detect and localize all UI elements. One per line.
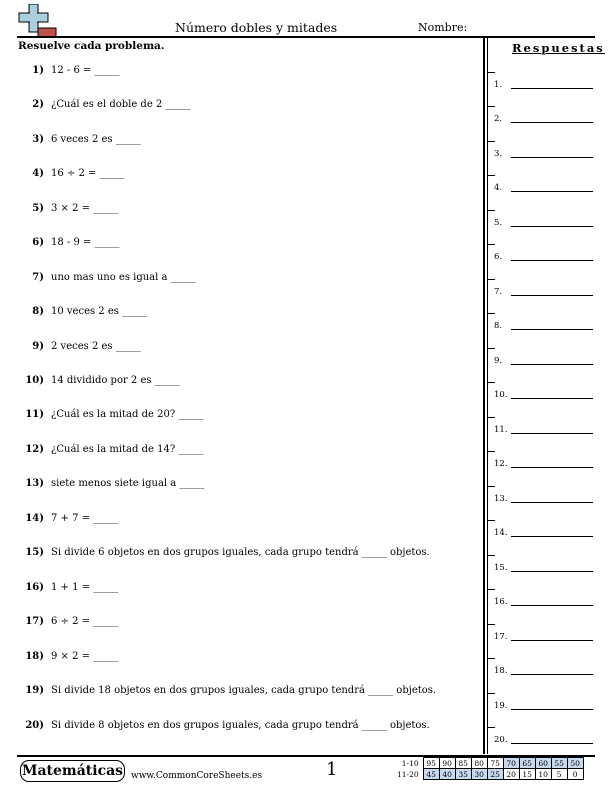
answer-label: 11. <box>494 425 508 435</box>
header-divider <box>17 36 595 38</box>
problem-text: 3 × 2 = _____ <box>51 203 119 214</box>
margin-tick <box>487 693 495 694</box>
answer-slot[interactable] <box>494 597 594 607</box>
score-row <box>395 769 583 780</box>
problem-number: 6) <box>32 237 44 248</box>
score-cell: 35 <box>455 769 471 780</box>
problem-text: Si divide 18 objetos en dos grupos iguales, cada grupo tendrá _____ objetos. <box>51 685 437 696</box>
answer-label: 2. <box>494 114 503 124</box>
answer-slot[interactable] <box>494 528 594 538</box>
score-cell: 75 <box>487 758 503 769</box>
answer-slot[interactable] <box>494 356 594 366</box>
margin-tick <box>487 175 495 176</box>
problem-text: 12 - 6 = _____ <box>51 65 120 76</box>
instructions: Resuelve cada problema. <box>18 40 165 52</box>
problem-item <box>22 272 196 283</box>
margin-tick <box>487 451 495 452</box>
problem-item <box>22 306 147 317</box>
answer-slot[interactable] <box>494 287 594 297</box>
answer-line <box>511 467 593 468</box>
problem-number: 4) <box>32 168 44 179</box>
margin-tick <box>487 417 495 418</box>
problem-number: 18) <box>25 651 44 662</box>
problem-number: 17) <box>25 616 44 627</box>
name-label: Nombre: <box>418 21 468 34</box>
problem-number: 2) <box>32 99 44 110</box>
problem-text: 7 + 7 = _____ <box>51 513 119 524</box>
problem-text: 9 × 2 = _____ <box>51 651 119 662</box>
problem-text: Si divide 6 objetos en dos grupos iguales, cada grupo tendrá _____ objetos. <box>51 547 430 558</box>
problem-item <box>22 203 118 214</box>
column-divider-thin <box>487 38 488 754</box>
answer-line <box>511 502 593 503</box>
problem-item <box>22 582 118 593</box>
margin-tick <box>487 106 495 107</box>
answer-label: 14. <box>494 528 508 538</box>
problem-text: 14 dividido por 2 es _____ <box>51 375 180 386</box>
margin-tick <box>487 624 495 625</box>
problem-item <box>22 651 118 662</box>
score-cell: 45 <box>423 769 439 780</box>
score-table <box>395 757 584 780</box>
answer-slot[interactable] <box>494 494 594 504</box>
answer-slot[interactable] <box>494 252 594 262</box>
answer-slot[interactable] <box>494 149 594 159</box>
answer-line <box>511 191 593 192</box>
answer-label: 20. <box>494 735 508 745</box>
answer-slot[interactable] <box>494 632 594 642</box>
answer-line <box>511 536 593 537</box>
margin-tick <box>487 348 495 349</box>
answer-line <box>511 709 593 710</box>
problem-number: 11) <box>25 409 44 420</box>
answer-label: 18. <box>494 666 508 676</box>
problem-number: 1) <box>32 65 44 76</box>
answer-slot[interactable] <box>494 425 594 435</box>
score-range-label: 11-20 <box>397 769 419 779</box>
answer-label: 16. <box>494 597 508 607</box>
answer-label: 3. <box>494 149 503 159</box>
score-cell: 20 <box>503 769 519 780</box>
answer-line <box>511 433 593 434</box>
problem-number: 15) <box>25 547 44 558</box>
answer-line <box>511 571 593 572</box>
answer-label: 12. <box>494 459 508 469</box>
answer-label: 8. <box>494 321 503 331</box>
margin-tick <box>487 244 495 245</box>
answer-label: 15. <box>494 563 508 573</box>
problem-number: 10) <box>25 375 44 386</box>
margin-tick <box>487 210 495 211</box>
problem-item <box>22 616 118 627</box>
problem-number: 7) <box>32 272 44 283</box>
answer-label: 9. <box>494 356 503 366</box>
score-cell: 15 <box>519 769 535 780</box>
problem-text: 6 veces 2 es _____ <box>51 134 141 145</box>
margin-tick <box>487 727 495 728</box>
problem-number: 13) <box>25 478 44 489</box>
score-cell: 80 <box>471 758 487 769</box>
score-cell: 5 <box>551 769 567 780</box>
problem-text: uno mas uno es igual a _____ <box>51 272 196 283</box>
problem-text: 16 ÷ 2 = _____ <box>51 168 125 179</box>
answer-line <box>511 157 593 158</box>
margin-tick <box>487 279 495 280</box>
plus-minus-logo-icon <box>17 4 57 38</box>
problem-text: 6 ÷ 2 = _____ <box>51 616 119 627</box>
score-cell: 30 <box>471 769 487 780</box>
answer-line <box>511 398 593 399</box>
problem-item <box>22 65 120 76</box>
answer-line <box>511 605 593 606</box>
answer-line <box>511 88 593 89</box>
problem-number: 19) <box>25 685 44 696</box>
margin-tick <box>487 72 495 73</box>
margin-tick <box>487 313 495 314</box>
page-number: 1 <box>326 759 338 780</box>
answer-slot[interactable] <box>494 390 594 400</box>
score-cell: 55 <box>551 758 567 769</box>
answer-label: 7. <box>494 287 503 297</box>
answer-line <box>511 364 593 365</box>
answer-label: 6. <box>494 252 503 262</box>
problem-text: ¿Cuál es la mitad de 20? _____ <box>51 409 204 420</box>
answer-line <box>511 329 593 330</box>
score-cell: 85 <box>455 758 471 769</box>
score-cell: 90 <box>439 758 455 769</box>
problem-text: 2 veces 2 es _____ <box>51 341 141 352</box>
answer-line <box>511 226 593 227</box>
problem-number: 14) <box>25 513 44 524</box>
answer-label: 19. <box>494 701 508 711</box>
score-cell: 0 <box>567 769 583 780</box>
answer-line <box>511 295 593 296</box>
answer-slot[interactable] <box>494 459 594 469</box>
problem-item <box>22 444 203 455</box>
problem-item <box>22 237 120 248</box>
problem-text: siete menos siete igual a _____ <box>51 478 205 489</box>
problem-item <box>22 685 436 696</box>
answer-slot[interactable] <box>494 666 594 676</box>
problem-text: ¿Cuál es la mitad de 14? _____ <box>51 444 204 455</box>
answer-slot[interactable] <box>494 80 594 90</box>
score-cell: 95 <box>423 758 439 769</box>
problem-number: 12) <box>25 444 44 455</box>
score-cell: 70 <box>503 758 519 769</box>
answer-slot[interactable] <box>494 114 594 124</box>
answer-slot[interactable] <box>494 563 594 573</box>
problem-item <box>22 478 204 489</box>
problem-item <box>22 547 430 558</box>
answer-line <box>511 674 593 675</box>
answer-slot[interactable] <box>494 183 594 193</box>
margin-tick <box>487 141 495 142</box>
column-divider-thick <box>483 38 485 754</box>
answer-label: 13. <box>494 494 508 504</box>
answer-slot[interactable] <box>494 321 594 331</box>
problem-item <box>22 99 190 110</box>
answers-title: Respuestas <box>512 41 605 55</box>
answer-label: 4. <box>494 183 503 193</box>
problem-item <box>22 409 203 420</box>
score-cell: 40 <box>439 769 455 780</box>
answer-slot[interactable] <box>494 218 594 228</box>
margin-tick <box>487 589 495 590</box>
problem-text: Si divide 8 objetos en dos grupos iguales, cada grupo tendrá _____ objetos. <box>51 720 430 731</box>
problem-text: 10 veces 2 es _____ <box>51 306 148 317</box>
problem-item <box>22 513 118 524</box>
answer-line <box>511 260 593 261</box>
margin-tick <box>487 382 495 383</box>
problem-text: ¿Cuál es el doble de 2 _____ <box>51 99 191 110</box>
score-cell: 65 <box>519 758 535 769</box>
answer-label: 10. <box>494 390 508 400</box>
margin-tick <box>487 486 495 487</box>
margin-tick <box>487 520 495 521</box>
problem-text: 18 - 9 = _____ <box>51 237 120 248</box>
problem-item <box>22 720 430 731</box>
problem-text: 1 + 1 = _____ <box>51 582 119 593</box>
problem-item <box>22 341 141 352</box>
answer-line <box>511 640 593 641</box>
problem-item <box>22 375 180 386</box>
problem-number: 16) <box>25 582 44 593</box>
answer-line <box>511 743 593 744</box>
score-cell: 25 <box>487 769 503 780</box>
answer-slot[interactable] <box>494 735 594 745</box>
answer-slot[interactable] <box>494 701 594 711</box>
answer-label: 17. <box>494 632 508 642</box>
margin-tick <box>487 658 495 659</box>
score-cell: 10 <box>535 769 551 780</box>
problem-item <box>22 134 141 145</box>
problem-number: 9) <box>32 341 44 352</box>
problem-number: 8) <box>32 306 44 317</box>
problem-number: 5) <box>32 203 44 214</box>
answer-line <box>511 122 593 123</box>
problem-item <box>22 168 125 179</box>
margin-tick <box>487 555 495 556</box>
answer-label: 5. <box>494 218 503 228</box>
score-range-label: 1-10 <box>401 758 419 768</box>
score-cell: 60 <box>535 758 551 769</box>
score-row <box>395 758 583 769</box>
site-url: www.CommonCoreSheets.es <box>131 771 263 781</box>
problem-number: 20) <box>25 720 44 731</box>
brand-badge: Matemáticas <box>20 760 125 782</box>
answer-label: 1. <box>494 80 503 90</box>
problem-number: 3) <box>32 134 44 145</box>
score-cell: 50 <box>567 758 583 769</box>
page-title: Número dobles y mitades <box>175 20 338 35</box>
